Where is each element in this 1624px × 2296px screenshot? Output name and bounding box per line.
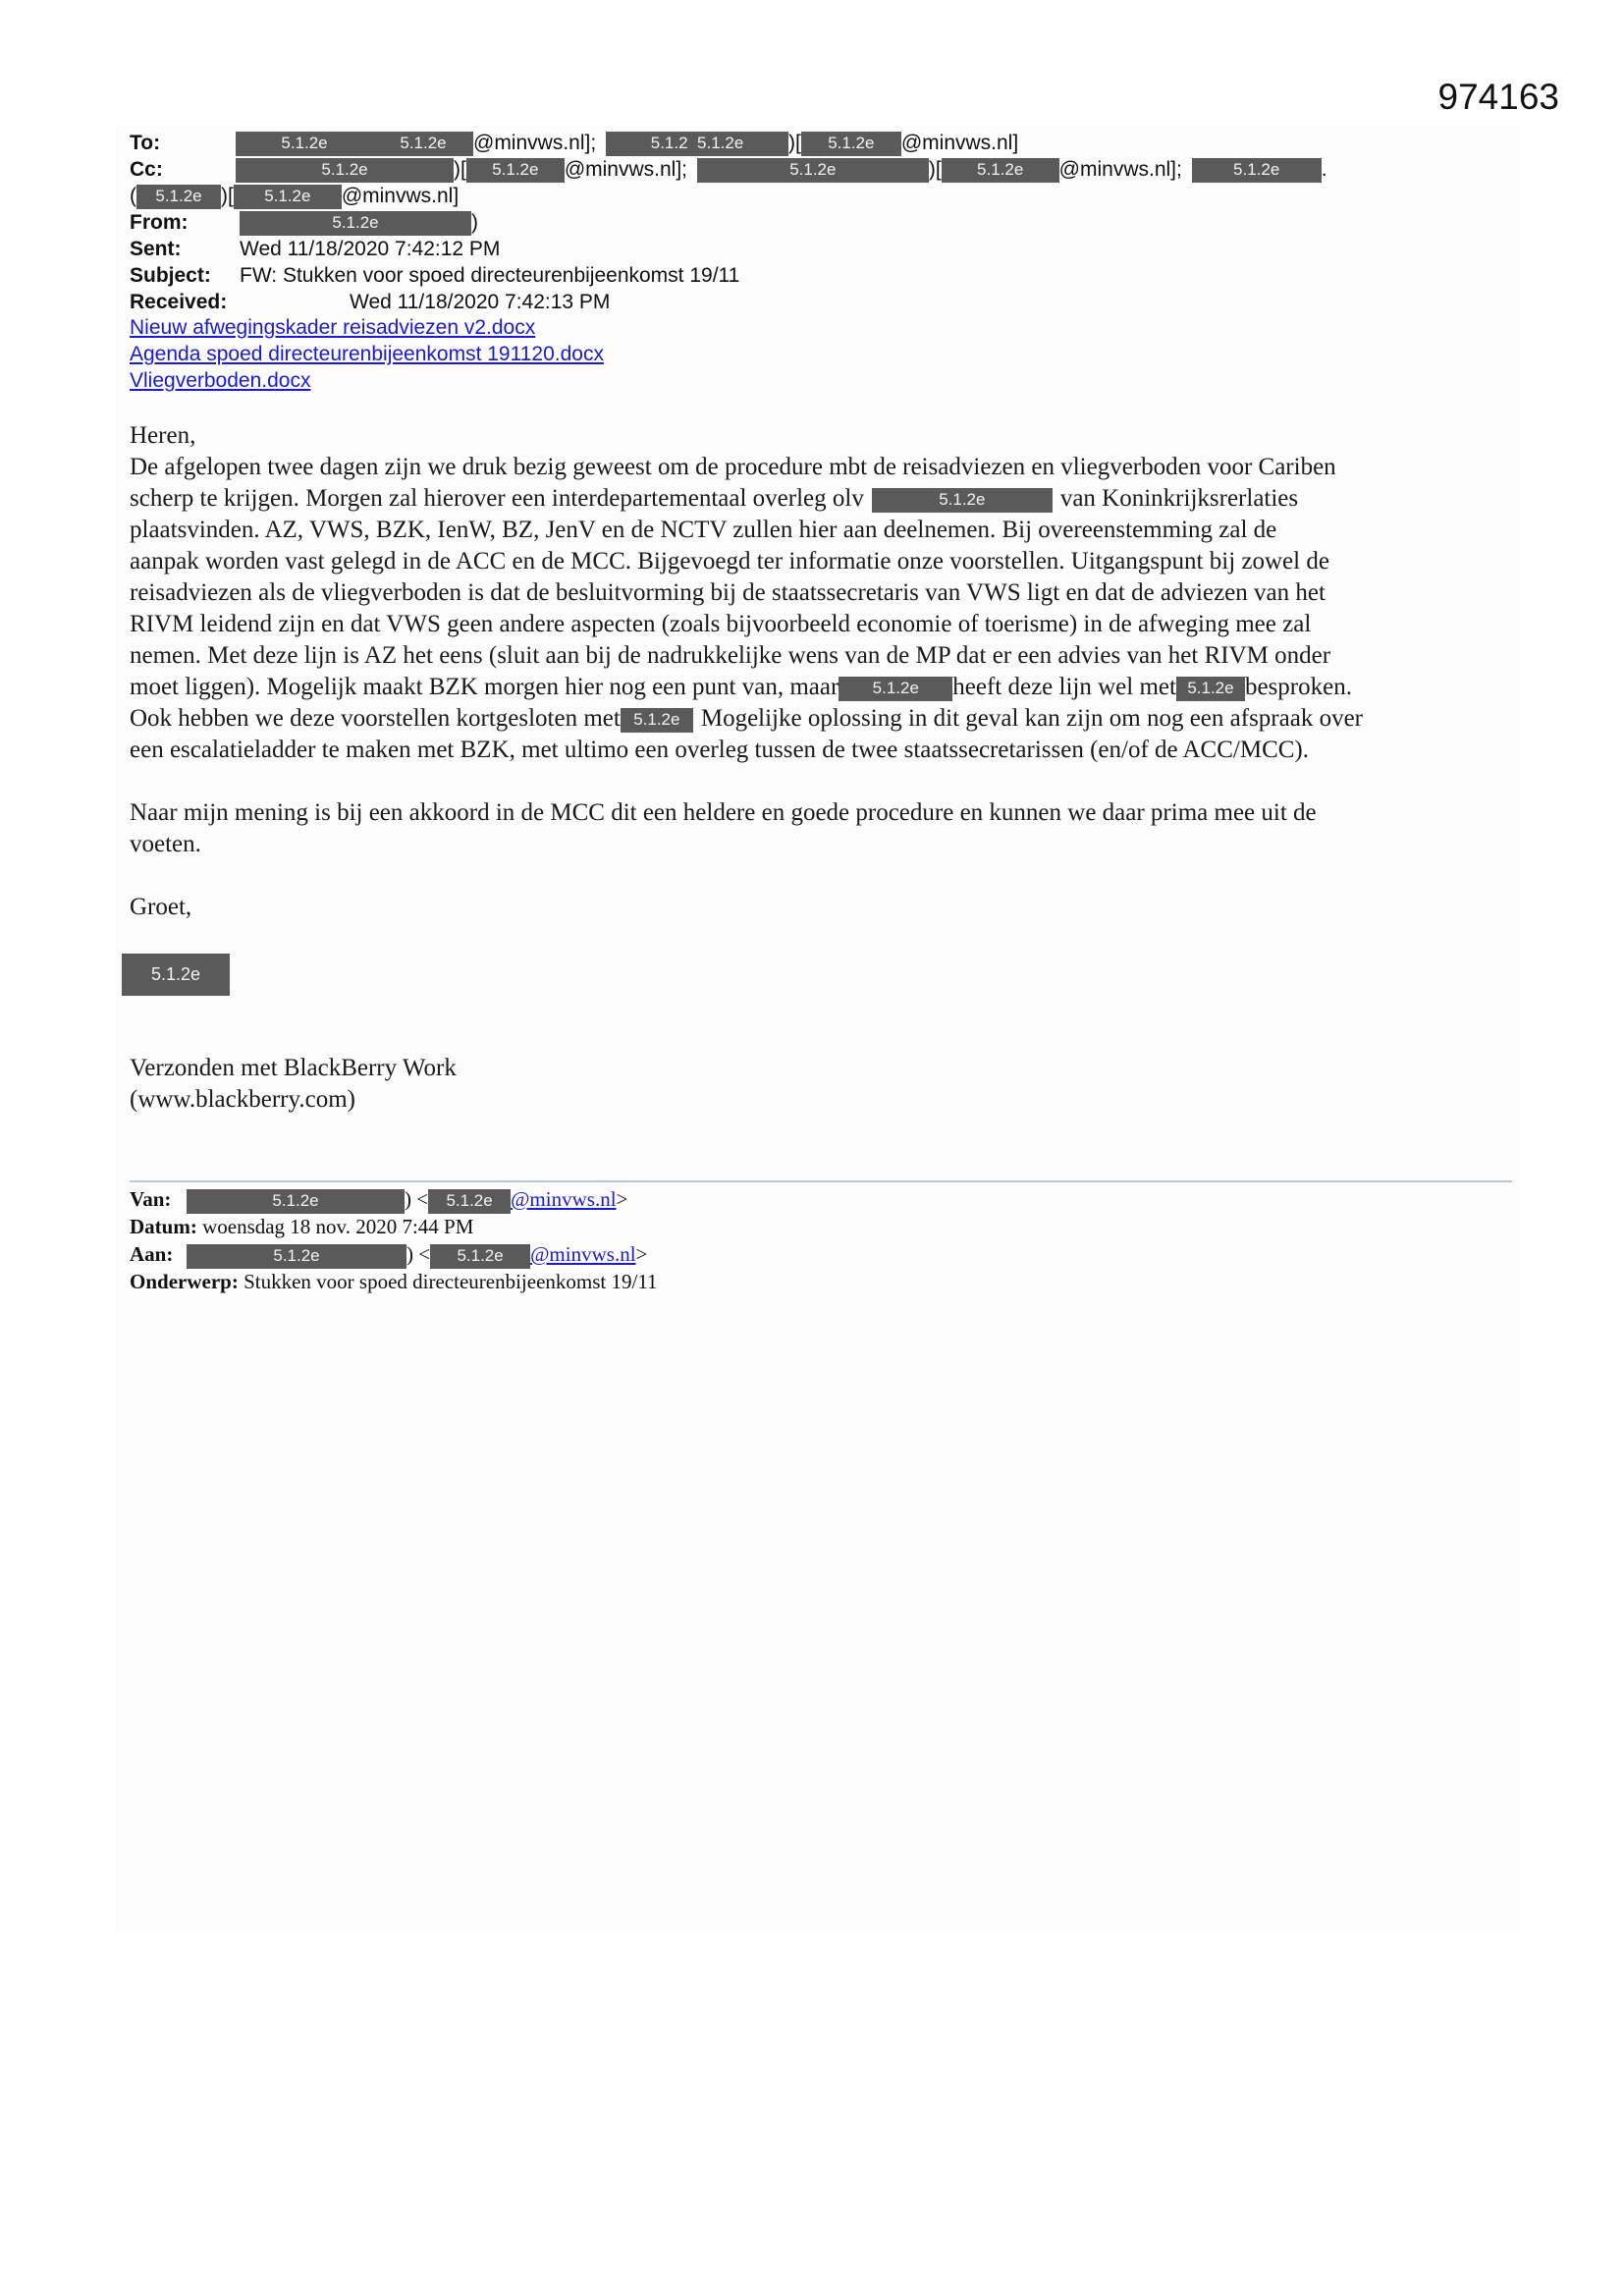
forwarded-from-label: Van: [130,1187,172,1211]
body-line: nemen. Met deze lijn is AZ het eens (sluit aan bij de nadrukkelijke wens van de MP dat er een advies van het RIVM onder [130,642,1331,669]
body-line: Naar mijn mening is bij een akkoord in de MCC dit een heldere en goede procedure en kunnen we daar prima mee uit de [130,799,1317,826]
page-background [116,126,1520,1933]
signature-redaction: 5.1.2e [122,954,230,996]
body-line: scherp te krijgen. Morgen zal hierover een interdepartementaal overleg olv 5.1.2e van Koninkrijksrerlaties [130,485,1299,512]
redaction: 5.1.2e [697,158,929,183]
attachment-link[interactable]: Agenda spoed directeurenbijeenkomst 191120.docx [130,343,604,365]
document-number: 974163 [1437,77,1559,117]
redaction: 5.1.2e [234,185,342,209]
cc-line: Cc: 5.1.2e )[ 5.1.2e @minvws.nl]; 5.1.2e )[ 5.1.2e @minvws.nl]; 5.1.2e . [130,158,1327,181]
cc-label: Cc: [130,158,163,181]
sent-with-line: Verzonden met BlackBerry Work [130,1055,457,1081]
email-domain: @minvws.nl] [900,132,1019,154]
received-label: Received: [130,291,228,313]
subject-value: FW: Stukken voor spoed directeurenbijeenkomst 19/11 [240,264,740,287]
redaction: 5.1.2e [872,488,1053,513]
redaction: 5.1.2e [136,185,221,209]
forwarded-to-label: Aan: [130,1242,174,1266]
redaction: 5.1.2e [187,1244,406,1269]
email-domain: @minvws.nl]; [1058,158,1182,181]
body-line: moet liggen). Mogelijk maakt BZK morgen hier nog een punt van, maar 5.1.2e heeft deze lijn wel met 5.1.2e besproken. [130,674,1352,700]
email-link[interactable]: @minvws.nl [530,1242,636,1266]
body-line: aanpak worden vast gelegd in de ACC en de MCC. Bijgevoegd ter informatie onze voorstellen. Uitgangspunt bij zowel de [130,548,1329,574]
closing: Groet, [130,894,192,920]
redaction: 5.1.2e [236,158,454,183]
redaction: 5.1.2e [942,158,1059,183]
forwarded-subject-line [130,1269,658,1294]
email-domain: @minvws.nl]; [473,132,597,154]
body-line: plaatsvinden. AZ, VWS, BZK, IenW, BZ, JenV en de NCTV zullen hier aan deelnemen. Bij overeenstemming zal de [130,517,1277,543]
sent-value: Wed 11/18/2020 7:42:12 PM [240,238,501,260]
forwarded-date-label: Datum: [130,1215,197,1238]
to-label: To: [130,132,161,154]
body-line: RIVM leidend zijn en dat VWS geen andere aspecten (zoals bijvoorbeeld economie of toerisme) in de afweging mee zal [130,611,1312,637]
email-body [130,420,1514,923]
subject-line [130,263,739,289]
received-line [130,290,610,315]
body-line: voeten. [130,831,201,857]
from-line: From: 5.1.2e ) [130,211,478,234]
body-line: een escalatieladder te maken met BZK, met ultimo een overleg tussen de twee staatssecretarissen (en/of de ACC/MCC). [130,737,1310,763]
email-domain: @minvws.nl] [341,185,460,207]
redaction: 5.1.2e [373,132,473,156]
to-line: To: 5.1.2e 5.1.2e @minvws.nl]; 5.1.2 5.1.2e )[ 5.1.2e @minvws.nl] [130,132,1019,154]
redaction: 5.1.2e [1176,677,1245,701]
redaction: 5.1.2e [466,158,565,183]
body-line: De afgelopen twee dagen zijn we druk bezig geweest om de procedure mbt de reisadviezen en vliegverboden voor Cariben [130,454,1336,480]
redaction: 5.1.2e [430,1244,530,1269]
redaction: 5.1.2e [621,708,693,733]
forwarded-subject-label: Onderwerp: [130,1270,239,1293]
redaction: 5.1.2e [1192,158,1322,183]
body-line: reisadviezen als de vliegverboden is dat de besluitvorming bij de staatssecretaris van VWS ligt en dat de adviezen van het [130,579,1326,606]
subject-label: Subject: [130,264,211,287]
from-label: From: [130,211,189,234]
forwarded-to-line: Aan: 5.1.2e ) < 5.1.2e @minvws.nl> [130,1241,647,1269]
sent-line [130,237,500,262]
greeting: Heren, [130,422,196,449]
redaction: 5.1.2 5.1.2e [606,132,788,156]
sent-with [130,1053,1514,1116]
redaction: 5.1.2e [236,132,373,156]
separator-line [130,1180,1512,1182]
email-domain: @minvws.nl]; [564,158,687,181]
sent-with-line: (www.blackberry.com) [130,1086,355,1113]
body-line: Ook hebben we deze voorstellen kortgesloten met 5.1.2e Mogelijke oplossing in dit geval kan zijn om nog een afspraak over [130,705,1363,732]
redaction: 5.1.2e [187,1189,405,1214]
forwarded-date-line [130,1214,473,1239]
attachment-link[interactable]: Nieuw afwegingskader reisadviezen v2.docx [130,316,536,339]
redaction: 5.1.2e [240,211,471,236]
received-value: Wed 11/18/2020 7:42:13 PM [350,291,611,313]
forwarded-subject-value: Stukken voor spoed directeurenbijeenkomst 19/11 [244,1270,658,1293]
attachment-link[interactable]: Vliegverboden.docx [130,369,311,392]
cc-continuation-line: ( 5.1.2e )[ 5.1.2e @minvws.nl] [130,185,460,207]
email-link[interactable]: @minvws.nl [511,1187,617,1211]
redaction: 5.1.2e [839,677,952,701]
redaction: 5.1.2e [801,132,901,156]
sent-label: Sent: [130,238,182,260]
redaction: 5.1.2e [428,1189,511,1214]
forwarded-date-value: woensdag 18 nov. 2020 7:44 PM [202,1215,474,1238]
forwarded-from-line: Van: 5.1.2e ) < 5.1.2e @minvws.nl> [130,1186,627,1214]
